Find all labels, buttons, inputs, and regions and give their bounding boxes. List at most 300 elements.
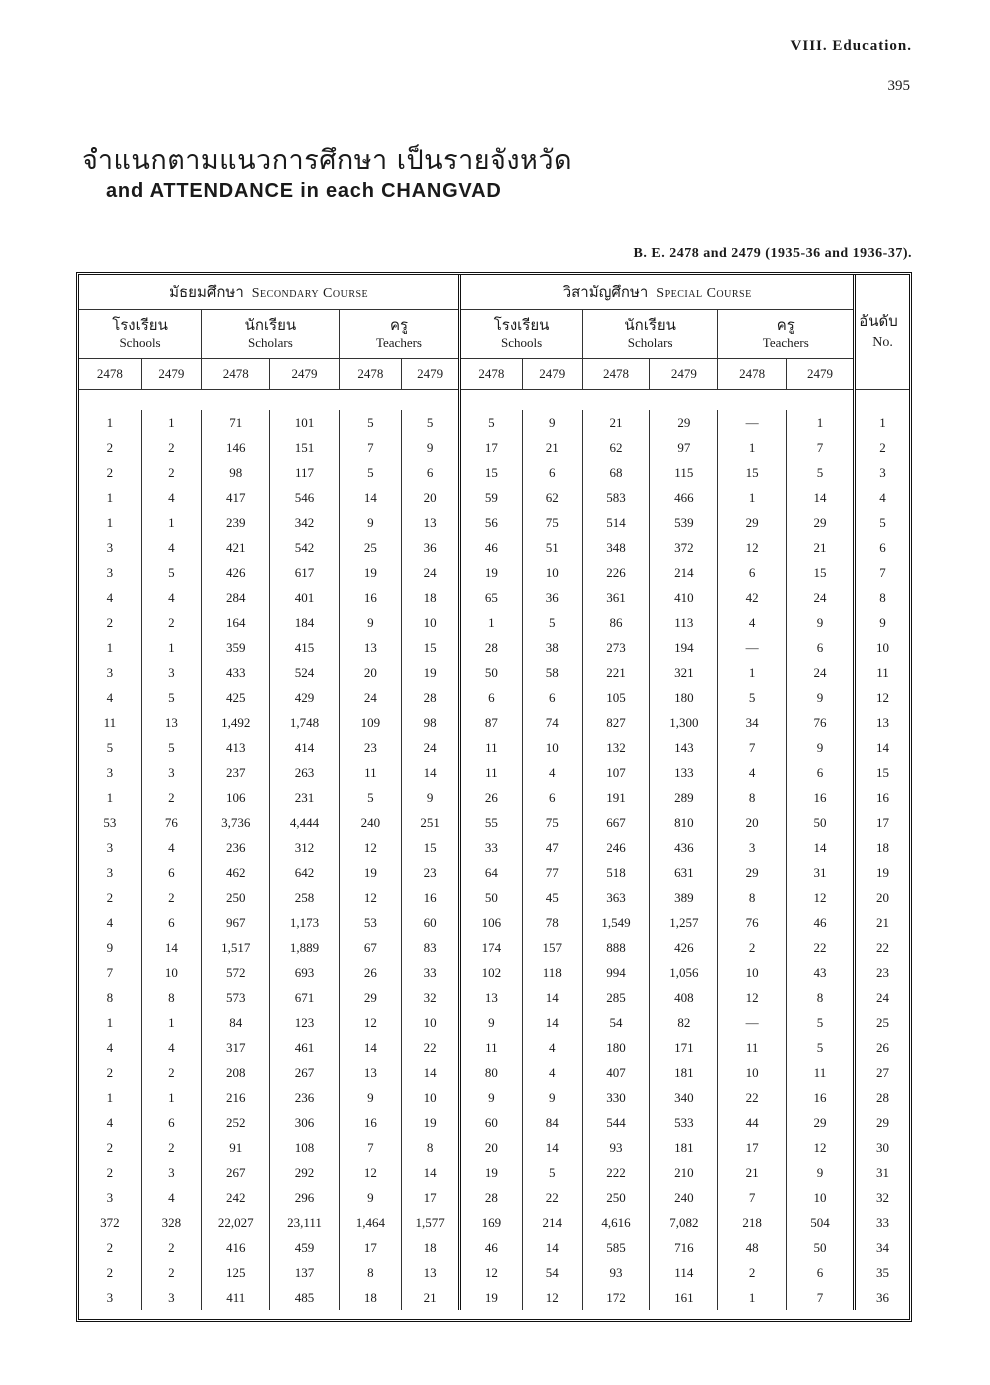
table-cell: 17 — [339, 1235, 401, 1260]
table-cell: 5 — [339, 785, 401, 810]
teachers-english: Teachers — [375, 335, 422, 350]
table-cell: 15 — [401, 835, 459, 860]
table-row — [79, 760, 909, 785]
table-cell: 642 — [270, 860, 339, 885]
table-cell: 4 — [718, 760, 786, 785]
table-cell: 1 — [718, 1285, 786, 1310]
table-cell: 1 — [79, 785, 141, 810]
table-cell: 693 — [270, 960, 339, 985]
table-cell: 105 — [582, 685, 649, 710]
table-cell: 9 — [460, 1085, 522, 1110]
year-header-cell: 2478 — [79, 359, 141, 390]
table-cell: 117 — [270, 460, 339, 485]
row-number: 24 — [855, 985, 909, 1010]
table-cell: 317 — [202, 1035, 270, 1060]
table-cell: 2 — [79, 610, 141, 635]
table-row — [79, 960, 909, 985]
table-cell: 20 — [401, 485, 459, 510]
table-cell: 29 — [813, 1114, 827, 1130]
year-header-cell: 2479 — [522, 359, 582, 390]
table-cell: 181 — [650, 1135, 718, 1160]
table-cell: 292 — [270, 1160, 339, 1185]
table-cell: 6 — [141, 910, 201, 935]
table-row — [79, 835, 909, 860]
row-number: 8 — [855, 585, 909, 610]
table-cell: 46 — [460, 535, 522, 560]
table-cell: 9 — [339, 1085, 401, 1110]
schools-english: Schools — [500, 335, 543, 350]
table-cell: 258 — [270, 885, 339, 910]
table-cell: 64 — [460, 860, 522, 885]
table-cell: 426 — [202, 560, 270, 585]
table-cell: 6 — [816, 639, 824, 655]
table-cell: 3 — [79, 860, 141, 885]
scholars-english: Scholars — [247, 335, 293, 350]
row-number: 30 — [855, 1135, 909, 1160]
table-cell: 2 — [718, 1260, 786, 1285]
row-number: 5 — [855, 510, 909, 535]
table-cell: 410 — [650, 585, 718, 610]
table-cell: 21 — [813, 539, 827, 555]
table-cell: 6 — [401, 460, 459, 485]
year-header-cell: 2478 — [202, 359, 270, 390]
table-cell: 5 — [522, 1160, 582, 1185]
table-cell: 8 — [816, 989, 824, 1005]
table-cell: 10 — [813, 1189, 827, 1205]
table-cell: 97 — [650, 435, 718, 460]
table-cell: 194 — [650, 635, 718, 660]
table-row — [79, 810, 909, 835]
table-cell: 539 — [650, 510, 718, 535]
table-cell: 416 — [202, 1235, 270, 1260]
table-cell: 12 — [339, 1160, 401, 1185]
table-cell: 273 — [582, 635, 649, 660]
table-cell: 10 — [522, 560, 582, 585]
row-number: 28 — [855, 1085, 909, 1110]
table-cell: 50 — [813, 814, 827, 830]
table-cell: 125 — [202, 1260, 270, 1285]
table-cell: 2 — [141, 885, 201, 910]
table-cell: 433 — [202, 660, 270, 685]
table-cell: 184 — [270, 610, 339, 635]
table-cell: 18 — [401, 585, 459, 610]
table-cell: 1 — [79, 485, 141, 510]
table-cell: 10 — [718, 1060, 786, 1085]
table-cell: 50 — [460, 660, 522, 685]
table-cell: 17 — [460, 435, 522, 460]
table-cell: 1 — [141, 510, 201, 535]
table-cell: 413 — [202, 735, 270, 760]
table-cell: 10 — [401, 1010, 459, 1035]
table-cell: 1 — [79, 1085, 141, 1110]
table-cell: 2 — [79, 460, 141, 485]
year-header-row — [79, 359, 909, 390]
table-cell: 25 — [339, 535, 401, 560]
table-cell: 3 — [79, 535, 141, 560]
table-cell: 4 — [522, 1035, 582, 1060]
row-number: 25 — [855, 1010, 909, 1035]
table-cell: 4 — [718, 610, 786, 635]
table-cell: 4 — [141, 1035, 201, 1060]
table-cell: 12 — [339, 1010, 401, 1035]
table-cell: 11 — [339, 760, 401, 785]
table-cell: 21 — [718, 1160, 786, 1185]
table-cell: 214 — [522, 1210, 582, 1235]
table-cell: 3 — [79, 660, 141, 685]
table-cell: 29 — [718, 510, 786, 535]
table-cell: 15 — [460, 460, 522, 485]
table-cell: 50 — [813, 1239, 827, 1255]
schools-thai: โรงเรียน — [493, 316, 550, 334]
row-number: 14 — [855, 735, 909, 760]
table-cell: 6 — [816, 764, 824, 780]
table-cell: 2 — [79, 435, 141, 460]
table-cell: 246 — [582, 835, 649, 860]
table-cell: 67 — [339, 935, 401, 960]
table-cell: 1 — [718, 485, 786, 510]
table-cell: 1 — [141, 410, 201, 435]
table-cell: 263 — [270, 760, 339, 785]
row-number: 35 — [855, 1260, 909, 1285]
table-cell: 13 — [401, 1260, 459, 1285]
table-cell: 14 — [339, 485, 401, 510]
table-cell: 252 — [202, 1110, 270, 1135]
table-cell: 9 — [79, 935, 141, 960]
table-row — [79, 485, 909, 510]
table-cell: 667 — [582, 810, 649, 835]
table-row — [79, 985, 909, 1010]
table-cell: 1 — [79, 1010, 141, 1035]
table-cell: 289 — [650, 785, 718, 810]
table-cell: 4 — [79, 1035, 141, 1060]
table-cell: 11 — [460, 760, 522, 785]
table-cell: 226 — [582, 560, 649, 585]
table-cell: 5 — [141, 560, 201, 585]
table-row — [79, 460, 909, 485]
table-row — [79, 1285, 909, 1310]
table-row — [79, 435, 909, 460]
table-cell: — — [718, 410, 786, 435]
table-row — [79, 710, 909, 735]
table-row — [79, 1035, 909, 1060]
table-cell: 123 — [270, 1010, 339, 1035]
table-cell: 14 — [522, 1010, 582, 1035]
special-english: Special Course — [656, 286, 752, 301]
table-cell: 28 — [401, 685, 459, 710]
table-cell: 146 — [202, 435, 270, 460]
table-cell: 330 — [582, 1085, 649, 1110]
table-cell: 80 — [460, 1060, 522, 1085]
table-cell: 542 — [270, 535, 339, 560]
table-cell: 21 — [522, 435, 582, 460]
table-cell: 83 — [401, 935, 459, 960]
table-cell: 1 — [141, 635, 201, 660]
table-cell: 7 — [816, 439, 824, 455]
row-number: 9 — [855, 610, 909, 635]
row-number: 10 — [855, 635, 909, 660]
table-cell: 12 — [460, 1260, 522, 1285]
table-cell: 2 — [79, 1060, 141, 1085]
table-cell: 22 — [401, 1035, 459, 1060]
table-cell: 1 — [79, 635, 141, 660]
table-cell: 161 — [650, 1285, 718, 1310]
table-cell: 583 — [582, 485, 649, 510]
table-cell: 240 — [339, 810, 401, 835]
table-cell: 5 — [79, 735, 141, 760]
table-cell: 56 — [460, 510, 522, 535]
table-cell: 514 — [582, 510, 649, 535]
number-thai: อันดับ — [859, 312, 898, 330]
table-cell: 29 — [650, 410, 718, 435]
table-cell: 436 — [650, 835, 718, 860]
table-cell: 19 — [460, 560, 522, 585]
table-cell: 544 — [582, 1110, 649, 1135]
table-cell: 20 — [718, 810, 786, 835]
table-cell: 8 — [718, 885, 786, 910]
table-cell: 14 — [522, 1135, 582, 1160]
table-cell: 132 — [582, 735, 649, 760]
table-cell: 466 — [650, 485, 718, 510]
table-row — [79, 1160, 909, 1185]
year-header-cell: 2478 — [460, 359, 522, 390]
table-cell: 250 — [582, 1185, 649, 1210]
table-cell: 1,889 — [270, 935, 339, 960]
table-cell: 2 — [79, 885, 141, 910]
table-row — [79, 410, 909, 435]
table-cell: 8 — [718, 785, 786, 810]
table-row — [79, 1135, 909, 1160]
table-cell: 1 — [141, 1010, 201, 1035]
table-cell: 459 — [270, 1235, 339, 1260]
table-cell: 5 — [816, 464, 824, 480]
table-cell: 236 — [270, 1085, 339, 1110]
table-row — [79, 860, 909, 885]
education-table — [76, 272, 912, 1322]
table-cell: 461 — [270, 1035, 339, 1060]
table-cell: 1,464 — [339, 1210, 401, 1235]
table-cell: 24 — [813, 589, 827, 605]
table-cell: 75 — [522, 510, 582, 535]
table-cell: 6 — [522, 785, 582, 810]
table-row — [79, 1185, 909, 1210]
table-cell: 7 — [339, 435, 401, 460]
table-cell: 9 — [816, 614, 824, 630]
table-cell: 6 — [816, 1264, 824, 1280]
table-cell: 2 — [141, 460, 201, 485]
row-number: 1 — [855, 410, 909, 435]
table-cell: 82 — [650, 1010, 718, 1035]
table-cell: 2 — [79, 1135, 141, 1160]
table-cell: 137 — [270, 1260, 339, 1285]
section-header: VIII. Education. — [790, 38, 912, 54]
table-cell: 180 — [650, 685, 718, 710]
table-cell: 174 — [460, 935, 522, 960]
page-number: 395 — [887, 78, 910, 94]
table-cell: 3 — [79, 835, 141, 860]
table-cell: 151 — [270, 435, 339, 460]
table-cell: 191 — [582, 785, 649, 810]
schools-thai: โรงเรียน — [112, 316, 168, 334]
table-cell: 87 — [460, 710, 522, 735]
table-row — [79, 735, 909, 760]
table-cell: 4 — [141, 535, 201, 560]
table-cell: 180 — [582, 1035, 649, 1060]
table-cell: 26 — [460, 785, 522, 810]
table-cell: 98 — [401, 710, 459, 735]
table-cell: 29 — [339, 985, 401, 1010]
table-cell: 372 — [79, 1210, 141, 1235]
table-cell: 5 — [339, 460, 401, 485]
table-cell: 359 — [202, 635, 270, 660]
row-number: 36 — [855, 1285, 909, 1310]
row-number: 13 — [855, 710, 909, 735]
table-cell: 2 — [718, 935, 786, 960]
table-cell: 967 — [202, 910, 270, 935]
table-cell: 28 — [460, 635, 522, 660]
table-cell: 17 — [718, 1135, 786, 1160]
table-cell: 14 — [401, 1060, 459, 1085]
special-thai: วิสามัญศึกษา — [562, 283, 649, 301]
table-cell: 65 — [460, 585, 522, 610]
table-cell: 31 — [813, 864, 827, 880]
table-cell: 29 — [813, 514, 827, 530]
table-cell: 1,300 — [650, 710, 718, 735]
table-cell: 8 — [141, 985, 201, 1010]
table-row — [79, 935, 909, 960]
table-cell: 23 — [401, 860, 459, 885]
table-cell: 6 — [141, 860, 201, 885]
table-cell: 164 — [202, 610, 270, 635]
teachers-english: Teachers — [762, 335, 809, 350]
table-cell: 24 — [339, 685, 401, 710]
scholars-thai: นักเรียน — [624, 316, 676, 334]
table-cell: 429 — [270, 685, 339, 710]
table-cell: 22 — [813, 939, 827, 955]
row-number: 29 — [855, 1110, 909, 1135]
number-english: No. — [872, 335, 893, 350]
table-cell: 1 — [79, 510, 141, 535]
table-cell: 231 — [270, 785, 339, 810]
table-cell: 3 — [141, 1160, 201, 1185]
table-cell: 10 — [522, 735, 582, 760]
row-number: 19 — [855, 860, 909, 885]
table-cell: 425 — [202, 685, 270, 710]
row-number: 12 — [855, 685, 909, 710]
table-cell: 43 — [813, 964, 827, 980]
table-cell: 210 — [650, 1160, 718, 1185]
table-cell: 363 — [582, 885, 649, 910]
table-cell: 361 — [582, 585, 649, 610]
table-cell: 42 — [718, 585, 786, 610]
table-cell: 9 — [816, 739, 824, 755]
table-cell: 12 — [718, 985, 786, 1010]
table-cell: 60 — [401, 910, 459, 935]
table-cell: 504 — [810, 1214, 830, 1230]
table-row — [79, 685, 909, 710]
table-cell: 5 — [816, 1039, 824, 1055]
table-cell: 4 — [141, 485, 201, 510]
table-cell: 14 — [339, 1035, 401, 1060]
year-header-cell: 2479 — [270, 359, 339, 390]
table-cell: 33 — [460, 835, 522, 860]
table-cell: 1 — [79, 410, 141, 435]
table-cell: 6 — [522, 460, 582, 485]
table-cell: 29 — [718, 860, 786, 885]
table-cell: 13 — [339, 635, 401, 660]
table-row — [79, 785, 909, 810]
table-cell: 11 — [79, 710, 141, 735]
table-cell: 4 — [141, 835, 201, 860]
table-cell: 13 — [339, 1060, 401, 1085]
table-row — [79, 885, 909, 910]
table-cell: 19 — [339, 860, 401, 885]
table-cell: 10 — [718, 960, 786, 985]
table-cell: 3 — [141, 660, 201, 685]
special-schools-header — [460, 310, 583, 359]
secondary-schools-header — [79, 310, 202, 359]
table-cell: 48 — [718, 1235, 786, 1260]
table-cell: 2 — [141, 785, 201, 810]
table-cell: 4 — [79, 1110, 141, 1135]
table-cell: 84 — [522, 1110, 582, 1135]
table-cell: 4 — [79, 585, 141, 610]
table-cell: 5 — [718, 685, 786, 710]
table-cell: 1,056 — [650, 960, 718, 985]
table-cell: 407 — [582, 1060, 649, 1085]
table-cell: 44 — [718, 1110, 786, 1135]
table-cell: 55 — [460, 810, 522, 835]
table-cell: 285 — [582, 985, 649, 1010]
year-header-cell: 2478 — [582, 359, 649, 390]
table-row — [79, 1010, 909, 1035]
table-cell: 16 — [401, 885, 459, 910]
table-cell: 1 — [141, 1085, 201, 1110]
table-cell: 78 — [522, 910, 582, 935]
row-number: 17 — [855, 810, 909, 835]
table-cell: 342 — [270, 510, 339, 535]
table-cell: 242 — [202, 1185, 270, 1210]
table-cell: 26 — [339, 960, 401, 985]
table-cell: 34 — [718, 710, 786, 735]
row-number: 26 — [855, 1035, 909, 1060]
table-cell: — — [718, 635, 786, 660]
table-cell: 4,444 — [270, 810, 339, 835]
table-cell: 53 — [339, 910, 401, 935]
table-cell: 237 — [202, 760, 270, 785]
table-cell: 9 — [522, 410, 582, 435]
table-cell: 401 — [270, 585, 339, 610]
table-cell: 33 — [401, 960, 459, 985]
table-cell: 7 — [79, 960, 141, 985]
table-row — [79, 910, 909, 935]
table-cell: 23,111 — [270, 1210, 339, 1235]
table-cell: 107 — [582, 760, 649, 785]
table-cell: 2 — [141, 1135, 201, 1160]
table-cell: 414 — [270, 735, 339, 760]
table-cell: 77 — [522, 860, 582, 885]
table-cell: 6 — [141, 1110, 201, 1135]
table-cell: 19 — [401, 1110, 459, 1135]
table-row — [79, 1210, 909, 1235]
table-cell: 18 — [339, 1285, 401, 1310]
table-cell: 372 — [650, 535, 718, 560]
table-cell: 171 — [650, 1035, 718, 1060]
table-cell: 585 — [582, 1235, 649, 1260]
table-cell: 54 — [582, 1010, 649, 1035]
table-cell: 3 — [718, 835, 786, 860]
table-subtitle: B. E. 2478 and 2479 (1935-36 and 1936-37). — [633, 246, 912, 261]
table-cell: 2 — [79, 1235, 141, 1260]
